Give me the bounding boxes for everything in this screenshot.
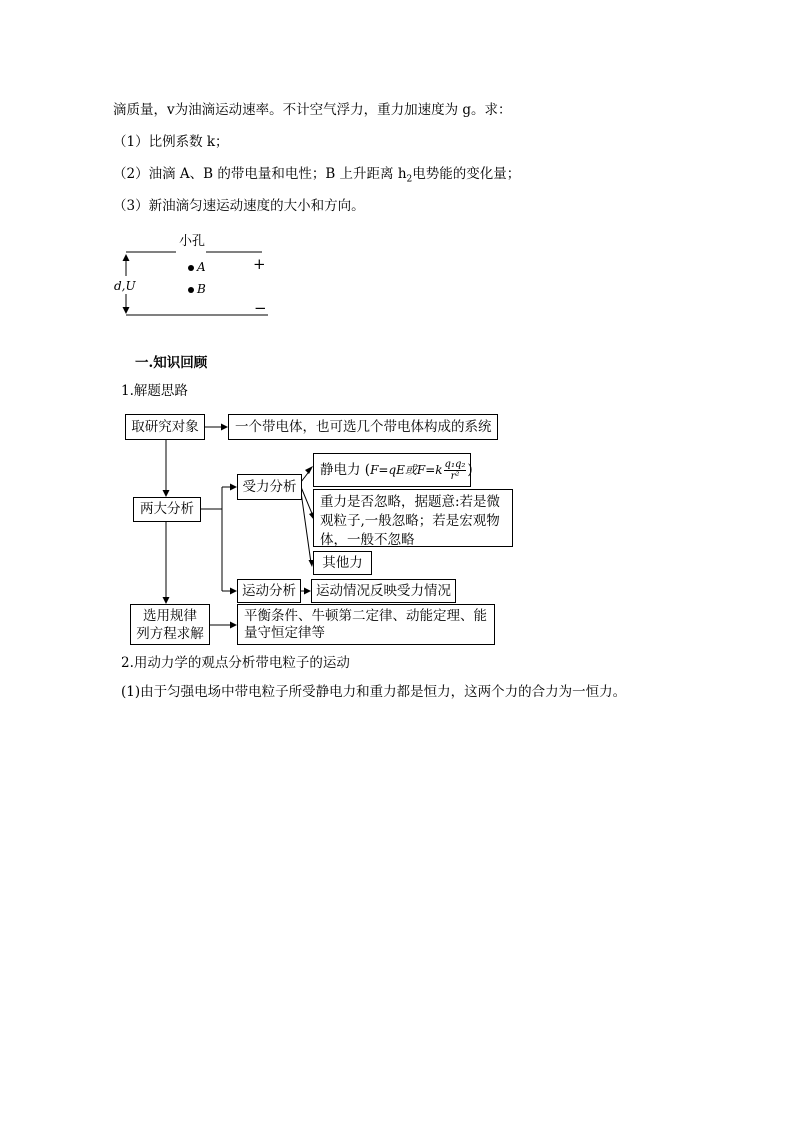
subsection-2: 2.用动力学的观点分析带电粒子的运动: [121, 655, 350, 671]
box-force-analysis-label: 受力分析: [242, 478, 297, 495]
electrostatic-formula: F=qE或F=k: [370, 462, 443, 477]
box-electrostatic-force: [313, 453, 471, 487]
box-motion-description-label: 运动情况反映受力情况: [316, 582, 451, 599]
section-heading: 一.知识回顾: [135, 355, 208, 371]
question-2-text-end: 电势能的变化量；: [412, 166, 521, 182]
box-other-forces: [313, 551, 372, 575]
box-motion-description: [311, 579, 456, 603]
problem-line-1: 滴质量，v为油滴运动速率。不计空气浮力，重力加速度为 g。求：: [113, 102, 512, 118]
box-research-object-label: 取研究对象: [131, 418, 199, 435]
box-laws-label: 平衡条件、牛顿第二定律、动能定理、能量守恒定律等: [244, 608, 487, 641]
box-other-forces-label: 其他力: [322, 554, 363, 571]
question-3: （3）新油滴匀速运动速度的大小和方向。: [113, 198, 365, 214]
subsection-1: 1.解题思路: [121, 383, 188, 399]
electrostatic-suffix: ): [467, 461, 473, 478]
hole-label: 小孔: [179, 234, 206, 249]
side-label: d,U: [114, 279, 136, 293]
box-object-description: [228, 414, 498, 440]
question-2-text: （2）油滴 A、B 的带电量和电性；B 上升距离 h: [113, 166, 407, 182]
paragraph-1: (1)由于匀强电场中带电粒子所受静电力和重力都是恒力，这两个力的合力为一恒力。: [121, 684, 627, 700]
fraction-numerator: q₁q₂: [444, 458, 466, 470]
box-gravity-note: [313, 489, 513, 547]
box-choose-law: [130, 604, 210, 645]
plus-sign: +: [253, 255, 266, 273]
box-motion-analysis: [237, 579, 301, 603]
box-two-analyses-label: 两大分析: [140, 501, 194, 518]
box-object-description-label: 一个带电体，也可选几个带电体构成的系统: [235, 418, 492, 435]
label-b: B: [197, 282, 206, 296]
box-gravity-note-label: 重力是否忽略，据题意:若是微观粒子,一般忽略；若是宏观物体，一般不忽略: [320, 494, 501, 548]
box-choose-law-line-1: 选用规律: [143, 607, 197, 624]
question-1: （1）比例系数 k；: [113, 134, 229, 150]
box-two-analyses: [133, 497, 201, 522]
box-force-analysis: [237, 474, 302, 500]
electrostatic-prefix: 静电力 (: [320, 461, 371, 478]
coulomb-fraction: [444, 459, 467, 482]
box-research-object: [125, 414, 205, 440]
minus-sign: −: [254, 299, 267, 317]
question-2-subscript: 2: [406, 174, 413, 185]
label-a: A: [197, 260, 206, 274]
fraction-denominator: r²: [450, 470, 460, 482]
box-motion-analysis-label: 运动分析: [242, 582, 296, 599]
box-choose-law-line-2: 列方程求解: [136, 625, 204, 642]
box-laws: [237, 604, 495, 645]
